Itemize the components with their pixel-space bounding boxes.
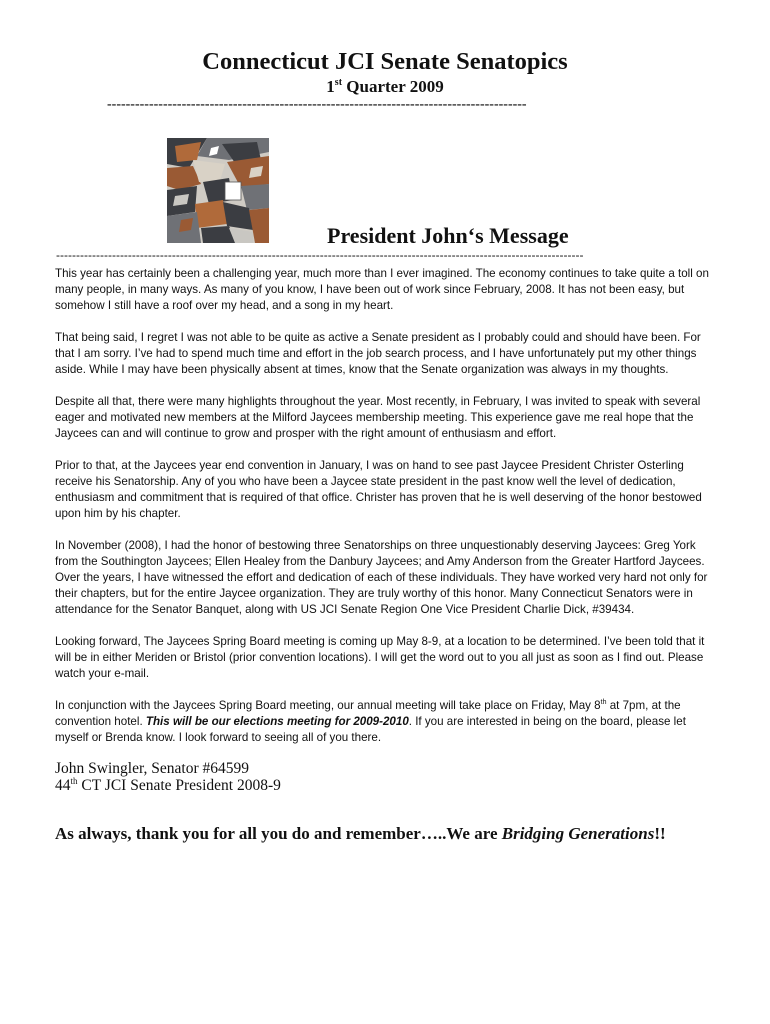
closing-end: !!	[654, 824, 666, 843]
message-paragraph-annual-meeting	[55, 698, 715, 746]
signature-number: 44	[55, 777, 71, 794]
annual-meeting-text: at 7pm, at the convention hotel.	[55, 698, 681, 728]
signature-suffix: th	[70, 776, 78, 786]
signature-office: CT JCI Senate President 2008-9	[77, 777, 281, 794]
closing-line	[55, 824, 666, 844]
closing-emphasis: Bridging Generations	[501, 824, 655, 843]
header-divider: ------------------------------------------------------------------------------------------	[107, 97, 527, 112]
signature-block	[55, 760, 281, 794]
quarter-label: Quarter 2009	[342, 77, 444, 96]
message-paragraph: That being said, I regret I was not able to be quite as active a Senate president as I probably could and should have been. For that I am sorry. I’ve had to spend much time and effort in the job search process, and I have unfortunately put my other things aside. While I may have been physically absent at times, know that the Senate organization was always in my thoughts.	[55, 330, 701, 377]
abstract-collage-image	[167, 138, 269, 243]
collage-artwork-icon	[167, 138, 269, 243]
message-paragraph: Looking forward, The Jaycees Spring Board meeting is coming up May 8-9, at a location to be determined. I’ve been told that it will be in either Meriden or Bristol (prior convention locations). I will get the word out to you all just as soon as I find out. Please watch your e-mail.	[55, 634, 705, 680]
message-paragraph: Despite all that, there were many highlights throughout the year. Most recently, in February, I was invited to speak with several eager and motivated new members at the Milford Jaycees membership meeting. This experience gave me real hope that the Jaycees can and will continue to grow and prosper with the right amount of enthusiasm and effort.	[55, 394, 701, 440]
annual-meeting-text: In conjunction with the Jaycees Spring Board meeting, our annual meeting will take place on Friday, May 8	[55, 698, 601, 712]
message-paragraph: Prior to that, at the Jaycees year end convention in January, I was on hand to see past Jaycee President Christer Osterling receive his Senatorship. Any of you who have been a Jaycee state president in the past know well the level of dedication, enthusiasm and commitment that is required of that office. Christer has proven that he is well deserving of the honor bestowed upon him by his chapter.	[55, 458, 702, 520]
message-paragraph: This year has certainly been a challenging year, much more than I ever imagined. The economy continues to take quite a toll on many people, in many ways. As many of you know, I have been out of work since February, 2008. It has not been easy, but somehow I still have a roof over my head, and a song in my heart.	[55, 267, 709, 313]
quarter-number: 1	[326, 77, 335, 96]
message-body	[55, 266, 715, 761]
signature-name: John Swingler, Senator #64599	[55, 760, 249, 777]
message-heading: President John‘s Message	[327, 223, 569, 248]
message-paragraph: In November (2008), I had the honor of bestowing three Senatorships on three unquestionably deserving Jaycees: Greg York from the Southington Jaycees; Ellen Healey from the Danbury Jaycees; and Amy Anderson from the Greater Hartford Jaycees. Over the years, I have witnessed the effort and dedication of each of these individuals. They have worked very hard not only for their chapters, but for the entire Jaycee organization. They are truly worthy of this honor. Many Connecticut Senators were in attendance for the Senator Banquet, along with US JCI Senate Region One Vice President Charlie Dick, #39434.	[55, 538, 708, 616]
annual-meeting-text: . If you are interested in being on the board, please let myself or Brenda know. I look forward to seeing all of you there.	[55, 714, 686, 744]
newsletter-title: Connecticut JCI Senate Senatopics	[202, 48, 568, 75]
quarter-suffix: st	[334, 77, 343, 88]
newsletter-quarter	[0, 77, 770, 97]
closing-text: As always, thank you for all you do and remember…..We are	[55, 824, 502, 843]
elections-emphasis: This will be our elections meeting for 2009-2010	[145, 714, 409, 728]
message-divider: ------------------------------------------------------------------------------------------------------------------------------------	[56, 248, 584, 262]
signature-title	[55, 777, 281, 794]
date-suffix: th	[600, 698, 607, 706]
